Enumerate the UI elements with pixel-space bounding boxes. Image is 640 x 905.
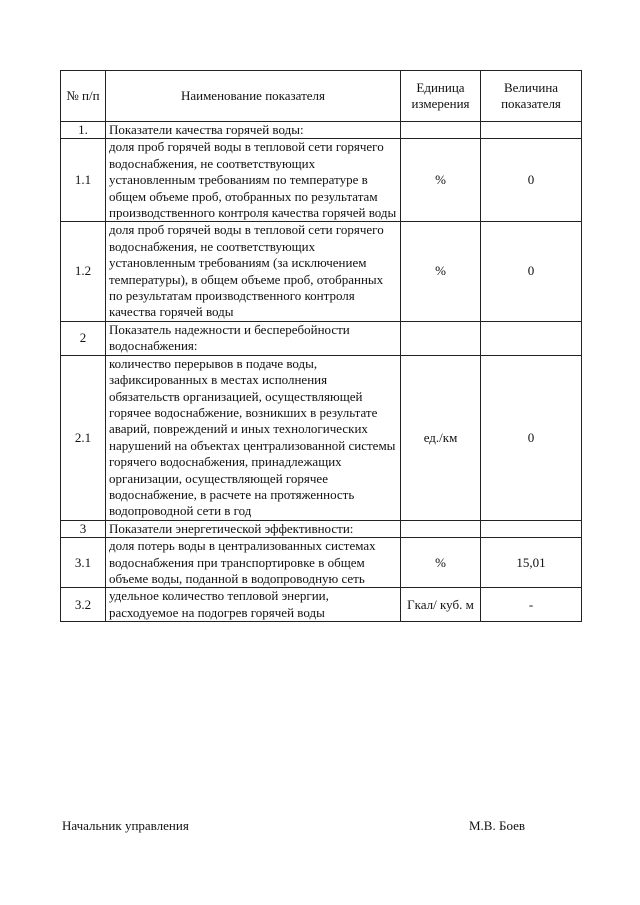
row-value: - (481, 588, 582, 622)
table-row (61, 122, 582, 139)
row-num: 1. (61, 122, 106, 139)
row-num: 3.1 (61, 538, 106, 588)
row-name: доля потерь воды в централизованных системах водоснабжения при транспортировке в общем объеме воды, поданной в водопроводную сеть (106, 538, 401, 588)
row-name: Показатель надежности и бесперебойности водоснабжения: (106, 321, 401, 355)
row-name: Показатели энергетической эффективности: (106, 520, 401, 537)
row-unit: ед./км (401, 355, 481, 520)
row-unit: Гкал/ куб. м (401, 588, 481, 622)
row-name: доля проб горячей воды в тепловой сети горячего водоснабжения, не соответствующих установленным требованиям по температуре в общем объеме проб, отобранных по результатам производственного контроля качества горячей воды (106, 139, 401, 222)
table-row (61, 538, 582, 588)
header-unit: Единица измерения (401, 71, 481, 122)
row-num: 3.2 (61, 588, 106, 622)
row-name: доля проб горячей воды в тепловой сети горячего водоснабжения, не соответствующих установленным требованиям (за исключением температуры), в общем объеме проб, отобранных по результатам производственного контроля качества горячей воды (106, 222, 401, 321)
table-row (61, 355, 582, 520)
table-row (61, 588, 582, 622)
row-name: Показатели качества горячей воды: (106, 122, 401, 139)
row-num: 3 (61, 520, 106, 537)
row-value: 0 (481, 222, 582, 321)
table-row (61, 520, 582, 537)
row-value (481, 520, 582, 537)
row-unit (401, 321, 481, 355)
row-value: 0 (481, 139, 582, 222)
row-num: 1.1 (61, 139, 106, 222)
signatory-position: Начальник управления (62, 818, 189, 833)
row-unit (401, 122, 481, 139)
table-row (61, 139, 582, 222)
row-name: удельное количество тепловой энергии, расходуемое на подогрев горячей воды (106, 588, 401, 622)
row-unit (401, 520, 481, 537)
row-value: 0 (481, 355, 582, 520)
signatory-name: М.В. Боев (469, 818, 526, 833)
row-value (481, 321, 582, 355)
row-unit: % (401, 222, 481, 321)
table-row (61, 222, 582, 321)
row-value: 15,01 (481, 538, 582, 588)
table-row (61, 321, 582, 355)
header-num: № п/п (61, 71, 106, 122)
table-header-row (61, 71, 582, 122)
indicators-table (60, 70, 582, 622)
row-num: 1.2 (61, 222, 106, 321)
header-name: Наименование показателя (106, 71, 401, 122)
row-value (481, 122, 582, 139)
row-unit: % (401, 538, 481, 588)
row-name: количество перерывов в подаче воды, зафиксированных в местах исполнения обязательств организацией, осуществляющей горячее водоснабжение, возникших в результате аварий, повреждений и иных технологических нарушений на объектах централизованной системы горячего водоснабжения, принадлежащих организации, осуществляющей горячее водоснабжение, в расчете на протяженность водопроводной сети в год (106, 355, 401, 520)
row-num: 2 (61, 321, 106, 355)
row-num: 2.1 (61, 355, 106, 520)
row-unit: % (401, 139, 481, 222)
header-value: Величина показателя (481, 71, 582, 122)
